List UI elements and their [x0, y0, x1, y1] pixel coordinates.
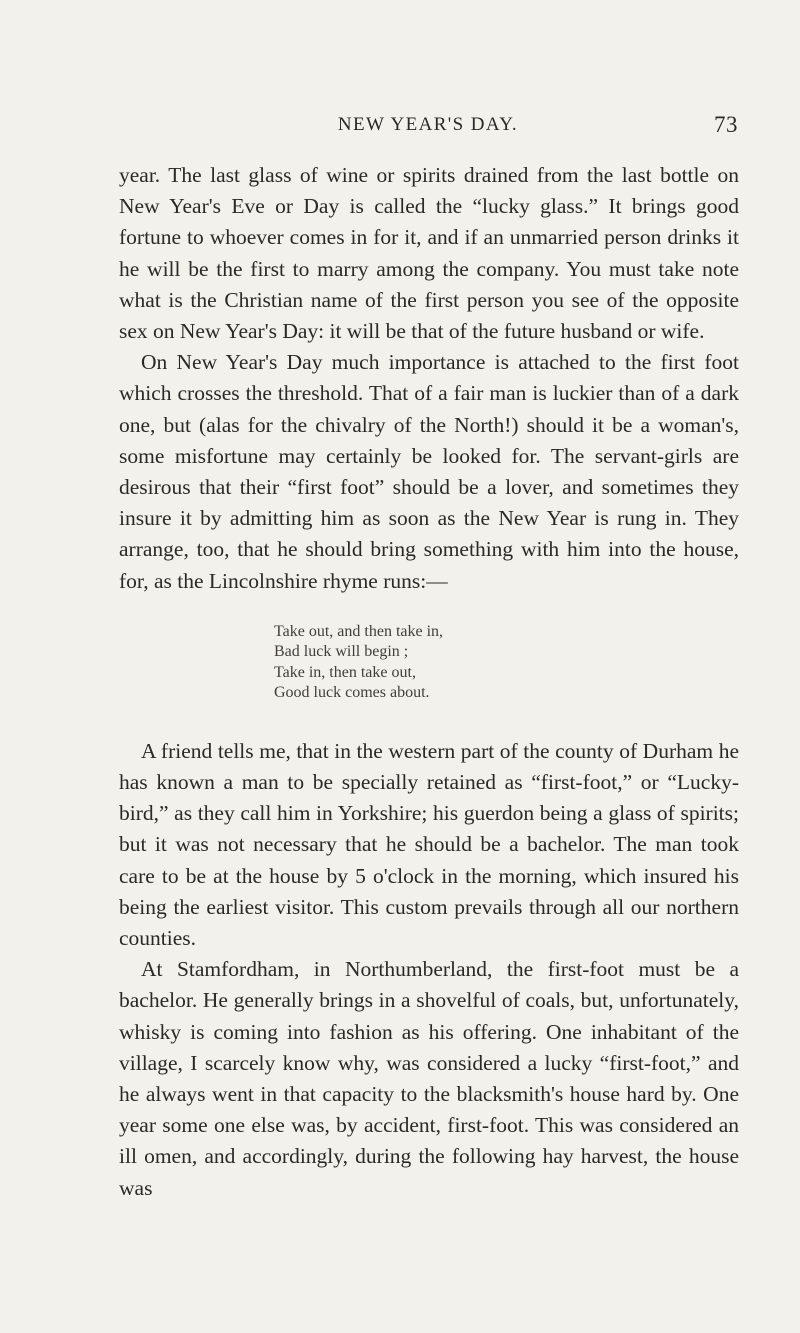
- page-number: 73: [714, 112, 738, 137]
- verse-line: Good luck comes about.: [274, 684, 430, 702]
- lincolnshire-rhyme: [274, 622, 739, 704]
- verse-line: Take in, then take out,: [274, 663, 416, 681]
- paragraph-lucky-glass: year. The last glass of wine or spirits drained from the last bottle on New Year's Eve or Day is called the “lucky glass.” It brings good fortune to whoever comes in for it, and if an unmarried person drinks it he will be the first to marry among the company. You must take note what is the Christian name of the first person you see of the opposite sex on New Year's Day: it will be that of the future husband or wife.: [119, 163, 739, 344]
- body-text: [119, 160, 739, 1204]
- verse-line: Take out, and then take in,: [274, 622, 444, 640]
- running-title: NEW YEAR'S DAY.: [337, 114, 519, 135]
- running-head: [118, 114, 738, 144]
- paragraph-durham: A friend tells me, that in the western part of the county of Durham he has known a man to be specially retained as “first-foot,” or “Lucky-bird,” as they call him in Yorkshire; his guerdon being a glass of spirits; but it was not necessary that he should be a bachelor. The man took care to be at the house by 5 o'clock in the morning, which insured his being the earliest visitor. This custom prevails through all our northern counties.: [119, 738, 739, 951]
- paragraph-stamfordham: At Stamfordham, in Northumberland, the first-foot must be a bachelor. He generally brings in a shovelful of coals, but, unfortunately, whisky is coming into fashion as his offering. One inhabitant of the village, I scarcely know why, was considered a lucky “first-foot,” and he always went in that capacity to the blacksmith's house hard by. One year some one else was, by accident, first-foot. This was considered an ill omen, and accordingly, during the following hay harvest, the house was: [119, 957, 739, 1200]
- verse-line: Bad luck will begin ;: [274, 643, 409, 661]
- paragraph-first-foot: On New Year's Day much importance is attached to the first foot which crosses the threshold. That of a fair man is luckier than of a dark one, but (alas for the chivalry of the North!) should it be a woman's, some misfortune may certainly be looked for. The servant-girls are desirous that their “first foot” should be a lover, and sometimes they insure it by admitting him as soon as the New Year is rung in. They arrange, too, that he should bring something with him into the house, for, as the Lincolnshire rhyme runs:—: [119, 350, 739, 593]
